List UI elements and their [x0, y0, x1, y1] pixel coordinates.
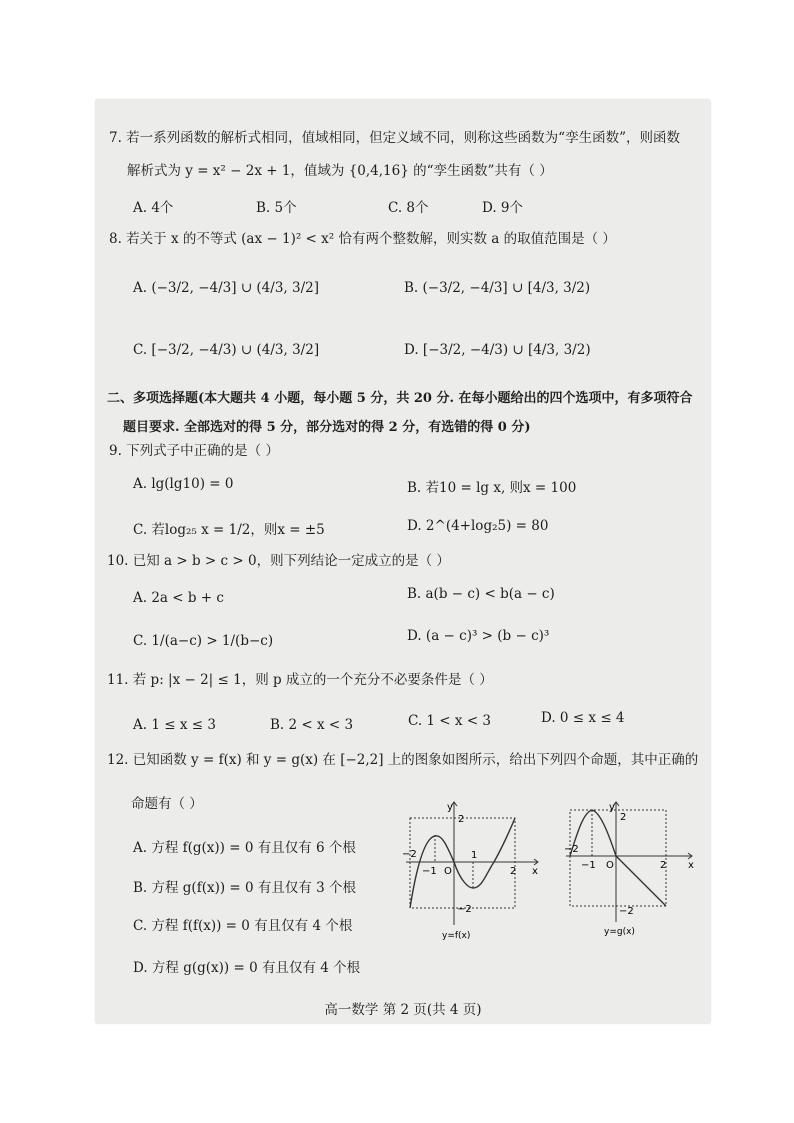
q12-option-b: B. 方程 g(f(x)) = 0 有且仅有 3 个根	[133, 880, 357, 896]
q8-option-a: A. (−3/2, −4/3] ∪ (4/3, 3/2]	[133, 280, 319, 296]
svg-text:−2: −2	[402, 849, 417, 860]
q11-option-b: B. 2 < x < 3	[270, 717, 354, 733]
q10-option-c: C. 1/(a−c) > 1/(b−c)	[133, 633, 274, 649]
q11-option-c: C. 1 < x < 3	[408, 713, 492, 729]
q10-option-d: D. (a − c)³ > (b − c)³	[407, 628, 550, 644]
q7-option-a: A. 4个	[133, 200, 174, 216]
q9-option-a: A. lg(lg10) = 0	[133, 476, 234, 492]
q12-option-a: A. 方程 f(g(x)) = 0 有且仅有 6 个根	[133, 840, 356, 856]
svg-text:x: x	[532, 866, 538, 877]
q8-option-d: D. [−3/2, −4/3) ∪ [4/3, 3/2)	[404, 342, 591, 358]
section2-heading-line2: 题目要求. 全部选对的得 5 分，部分选对的得 2 分，有选错的得 0 分)	[123, 420, 531, 435]
q10-option-a: A. 2a < b + c	[133, 590, 224, 606]
svg-text:2: 2	[660, 860, 667, 871]
q11-stem: 11. 若 p: |x − 2| ≤ 1，则 p 成立的一个充分不必要条件是（ ）	[107, 672, 493, 688]
q10-option-b: B. a(b − c) < b(a − c)	[407, 586, 555, 602]
q7-option-b: B. 5个	[256, 200, 297, 216]
q12-option-d: D. 方程 g(g(x)) = 0 有且仅有 4 个根	[133, 960, 361, 976]
svg-text:2: 2	[458, 814, 465, 825]
svg-text:−2: −2	[619, 906, 634, 917]
graph-g	[564, 800, 704, 940]
svg-text:O: O	[444, 866, 452, 877]
svg-text:x: x	[688, 860, 694, 871]
exam-page	[96, 100, 710, 1023]
q11-option-a: A. 1 ≤ x ≤ 3	[133, 717, 216, 733]
q12-option-c: C. 方程 f(f(x)) = 0 有且仅有 4 个根	[133, 918, 353, 934]
svg-text:−1: −1	[422, 866, 437, 877]
q8-option-c: C. [−3/2, −4/3) ∪ (4/3, 3/2]	[133, 342, 320, 358]
q9-option-b: B. 若10 = lg x, 则x = 100	[407, 480, 577, 496]
q12-line1: 12. 已知函数 y = f(x) 和 y = g(x) 在 [−2,2] 上的图象如图所示，给出下列四个命题，其中正确的	[107, 752, 699, 768]
q7-option-c: C. 8个	[388, 200, 429, 216]
svg-text:2: 2	[510, 866, 517, 877]
svg-text:2: 2	[620, 812, 627, 823]
svg-text:−2: −2	[457, 904, 472, 915]
svg-text:−2: −2	[564, 844, 579, 855]
section2-heading-line1: 二、多项选择题(本大题共 4 小题，每小题 5 分，共 20 分. 在每小题给出的四个选项中，有多项符合	[107, 391, 693, 406]
svg-text:y: y	[447, 802, 453, 813]
q7-option-d: D. 9个	[482, 200, 524, 216]
graph-f-label: y=f(x)	[442, 931, 471, 940]
graph-f	[402, 800, 542, 940]
q11-option-d: D. 0 ≤ x ≤ 4	[541, 710, 625, 726]
q8-stem: 8. 若关于 x 的不等式 (ax − 1)² < x² 恰有两个整数解，则实数 a 的取值范围是（ ）	[109, 231, 616, 247]
q8-option-b: B. (−3/2, −4/3] ∪ [4/3, 3/2)	[404, 280, 591, 296]
q9-option-d: D. 2^(4+log₂5) = 80	[407, 518, 549, 534]
svg-text:1: 1	[471, 850, 478, 861]
q7-line2: 解析式为 y = x² − 2x + 1，值域为 {0,4,16} 的“孪生函数”共有（ ）	[127, 163, 553, 179]
page-footer: 高一数学 第 2 页(共 4 页)	[324, 1002, 482, 1018]
svg-text:−1: −1	[581, 860, 596, 871]
graph-g-label: y=g(x)	[604, 927, 635, 937]
q9-option-c: C. 若log₂₅ x = 1/2，则x = ±5	[133, 522, 325, 538]
q9-stem: 9. 下列式子中正确的是（ ）	[109, 443, 279, 459]
q10-stem: 10. 已知 a > b > c > 0，则下列结论一定成立的是（ ）	[107, 553, 450, 569]
q12-line2: 命题有（ ）	[131, 796, 203, 812]
svg-text:O: O	[606, 860, 614, 871]
q7-line1: 7. 若一系列函数的解析式相同，值域相同，但定义域不同，则称这些函数为“孪生函数”，则函数	[109, 130, 680, 146]
svg-text:y: y	[609, 802, 615, 813]
